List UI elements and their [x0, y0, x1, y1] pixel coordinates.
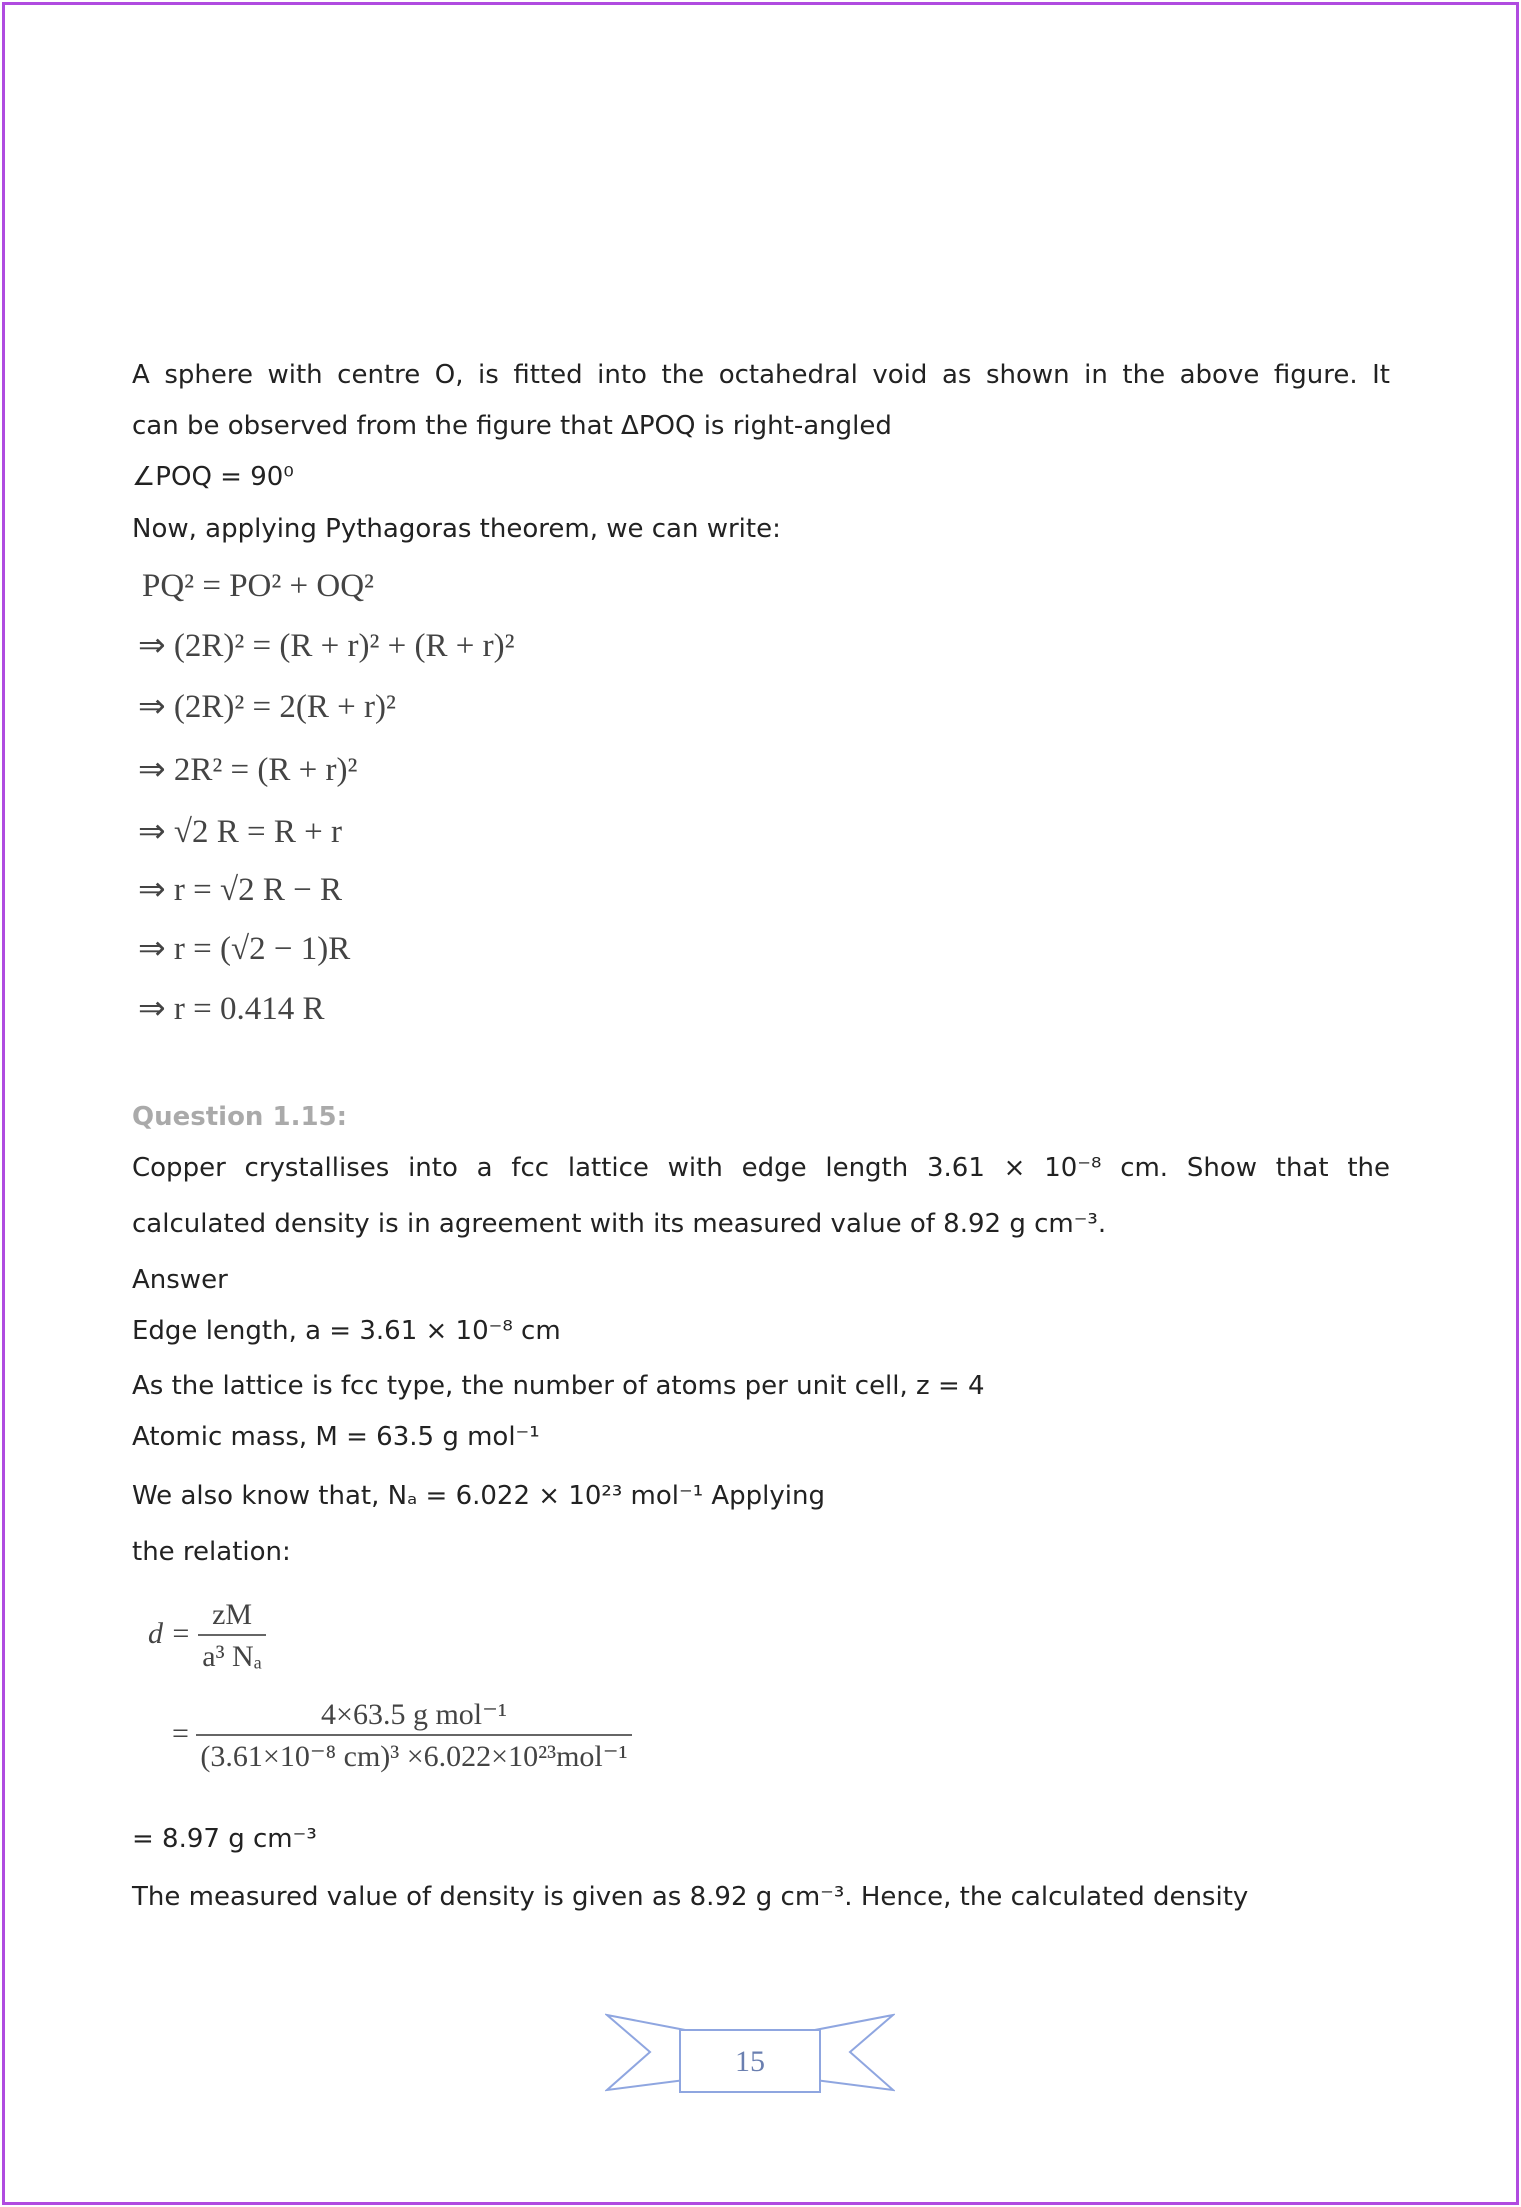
paragraph-line: A sphere with centre O, is fitted into the octahedral void as shown in the above figure. It — [132, 360, 1390, 390]
density-calculation: = $\frac{\text{4×63.5 g mol⁻¹}}{\text{(3.61×10⁻⁸ cm)³ ×6.022×10²³mol⁻¹}}$ — [172, 1700, 632, 1772]
formula-numerator: zM — [212, 1598, 253, 1631]
calc-denominator: (3.61×10⁻⁸ cm)³ ×6.022×10²³mol⁻¹ — [196, 1734, 631, 1772]
conclusion-line: The measured value of density is given as 8.92 g cm⁻³. Hence, the calculated density — [132, 1882, 1249, 1912]
equation: ⇒ r = √2 R − R — [138, 872, 342, 908]
equation: ⇒ 2R² = (R + r)² — [138, 752, 358, 788]
equation: ⇒ (2R)² = (R + r)² + (R + r)² — [138, 628, 515, 664]
equation: ⇒ r = 0.414 R — [138, 991, 325, 1027]
question-text: Copper crystallises into a fcc lattice with edge length 3.61 × 10⁻⁸ cm. Show that the — [132, 1153, 1390, 1183]
formula-lhs: d = — [148, 1616, 191, 1650]
calc-numerator: 4×63.5 g mol⁻¹ — [321, 1698, 507, 1731]
page-number: 15 — [735, 2045, 765, 2078]
paragraph-line: can be observed from the figure that ΔPOQ is right-angled — [132, 411, 892, 441]
answer-line: As the lattice is fcc type, the number of atoms per unit cell, z = 4 — [132, 1371, 985, 1401]
equation: ⇒ r = (√2 − 1)R — [138, 931, 351, 967]
question-text: calculated density is in agreement with its measured value of 8.92 g cm⁻³. — [132, 1209, 1107, 1239]
question-heading: Question 1.15: — [132, 1102, 348, 1132]
answer-line: Atomic mass, M = 63.5 g mol⁻¹ — [132, 1422, 540, 1452]
result-line: = 8.97 g cm⁻³ — [132, 1824, 317, 1854]
equation: ⇒ (2R)² = 2(R + r)² — [138, 689, 396, 725]
answer-line: the relation: — [132, 1537, 291, 1567]
density-formula — [148, 1600, 266, 1672]
equation: ⇒ √2 R = R + r — [138, 814, 342, 850]
equation: PQ² = PO² + OQ² — [142, 568, 374, 604]
angle-statement: ∠POQ = 90⁰ — [132, 462, 294, 492]
formula-denominator: a³ Nₐ — [198, 1634, 266, 1672]
answer-label: Answer — [132, 1265, 228, 1295]
answer-line: Edge length, a = 3.61 × 10⁻⁸ cm — [132, 1316, 561, 1346]
paragraph-line: Now, applying Pythagoras theorem, we can write: — [132, 514, 781, 544]
answer-line: We also know that, Nₐ = 6.022 × 10²³ mol⁻¹ Applying — [132, 1481, 825, 1511]
